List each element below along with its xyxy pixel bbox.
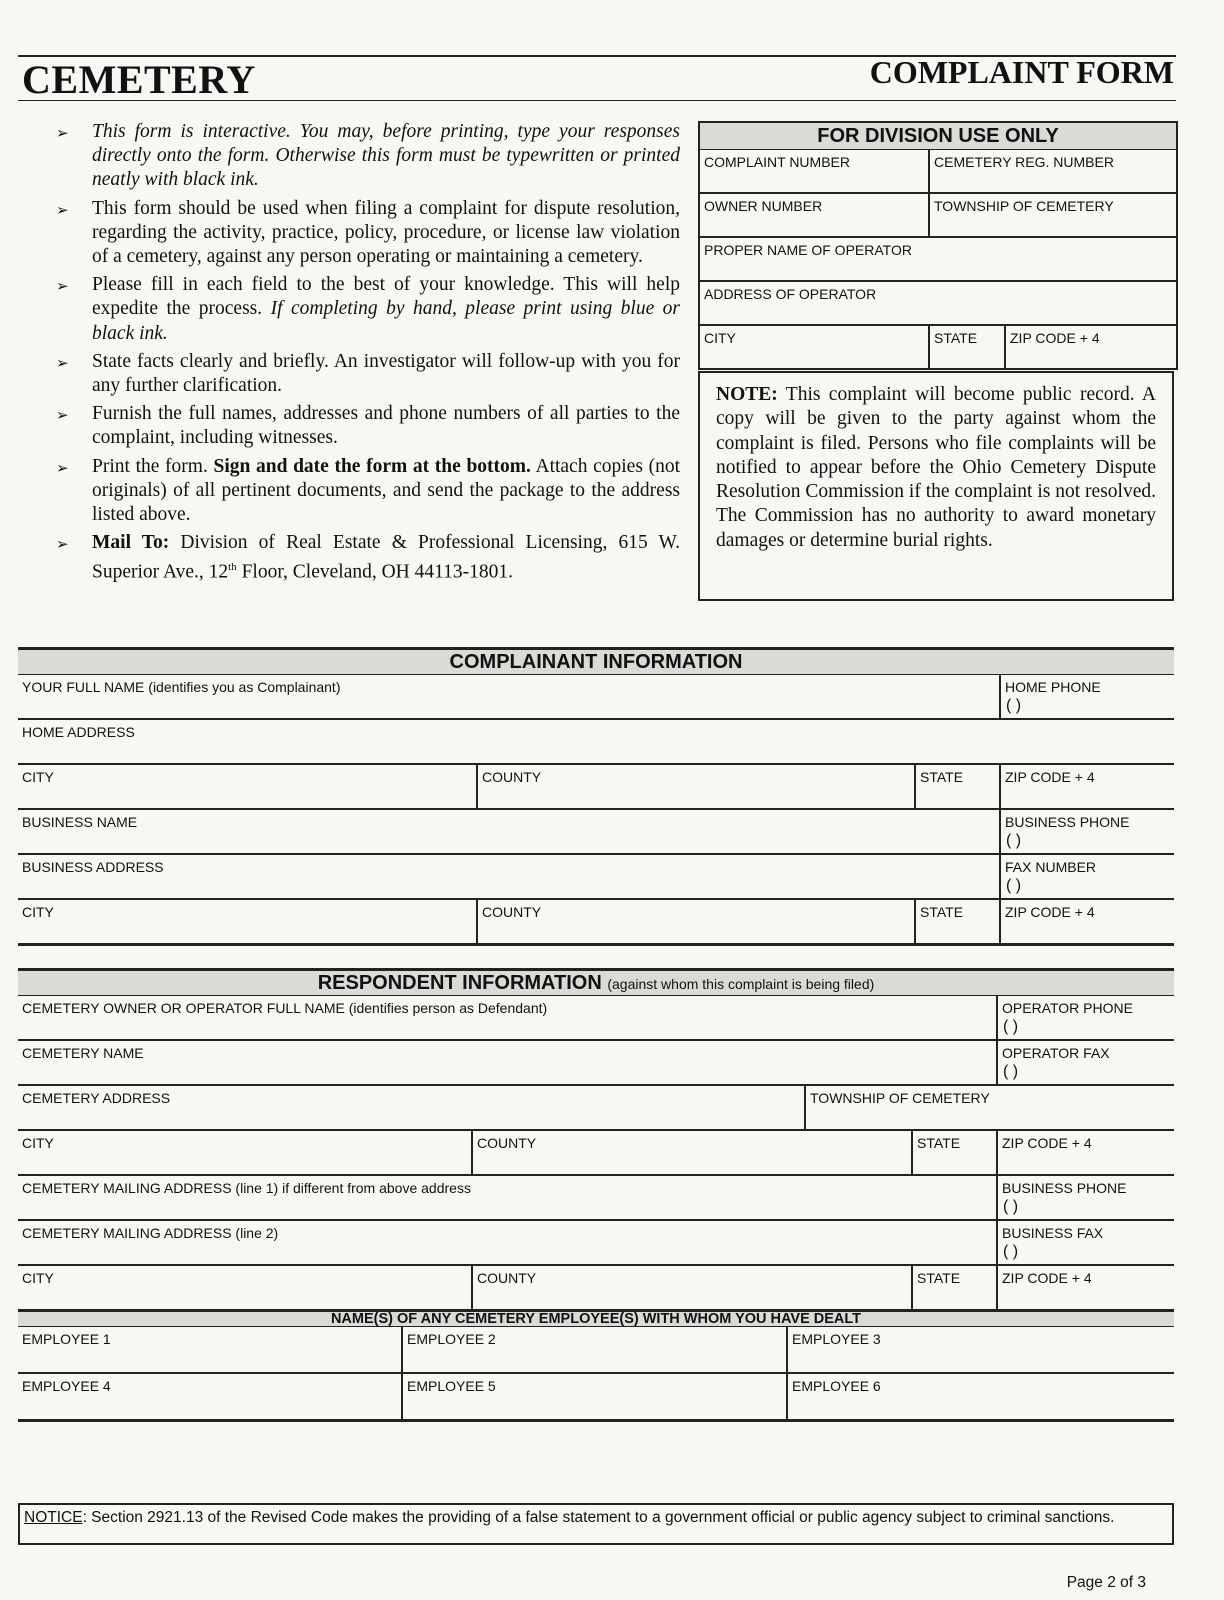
- phone-area-code: ( ): [1006, 832, 1022, 849]
- employee-3-field[interactable]: EMPLOYEE 3: [792, 1331, 881, 1347]
- employee-4-field[interactable]: EMPLOYEE 4: [18, 1374, 403, 1419]
- owner-operator-name-field[interactable]: CEMETERY OWNER OR OPERATOR FULL NAME (identifies person as Defendant): [18, 996, 998, 1039]
- phone-area-code: ( ): [1003, 1198, 1019, 1215]
- employee-5-field[interactable]: EMPLOYEE 5: [403, 1374, 788, 1419]
- note-label: NOTE:: [716, 384, 778, 405]
- respondent-zip-field[interactable]: ZIP CODE + 4: [1002, 1135, 1092, 1151]
- division-zip-field[interactable]: ZIP CODE + 4: [1010, 330, 1100, 346]
- respondent-business-fax-label: BUSINESS FAX: [1002, 1225, 1104, 1241]
- respondent-business-phone-label: BUSINESS PHONE: [1002, 1180, 1127, 1196]
- division-box-title: FOR DIVISION USE ONLY: [700, 123, 1176, 150]
- operator-phone-field[interactable]: [998, 996, 1174, 1039]
- fax-number-label: FAX NUMBER: [1005, 859, 1097, 875]
- instruction-item: ➢ State facts clearly and briefly. An investigator will follow-up with you for any further clarification.: [56, 350, 680, 397]
- business-county-field[interactable]: COUNTY: [478, 900, 916, 943]
- respondent-county-field[interactable]: COUNTY: [473, 1131, 913, 1174]
- arrow-bullet-icon: ➢: [56, 535, 69, 554]
- phone-area-code: ( ): [1006, 877, 1022, 894]
- owner-number-field[interactable]: OWNER NUMBER: [700, 194, 930, 236]
- instructions-list: [50, 120, 680, 589]
- respondent-business-fax-field[interactable]: [998, 1221, 1174, 1264]
- phone-area-code: ( ): [1003, 1063, 1019, 1080]
- complaint-number-field[interactable]: COMPLAINT NUMBER: [700, 150, 930, 192]
- fax-number-field[interactable]: [1001, 855, 1174, 898]
- cemetery-address-field[interactable]: CEMETERY ADDRESS: [18, 1086, 806, 1129]
- page-number: Page 2 of 3: [1066, 1574, 1146, 1591]
- note-box: [698, 371, 1174, 601]
- cemetery-reg-number-field[interactable]: CEMETERY REG. NUMBER: [934, 154, 1114, 170]
- arrow-bullet-icon: ➢: [56, 277, 69, 296]
- business-city-field[interactable]: CITY: [18, 900, 478, 943]
- employee-1-field[interactable]: EMPLOYEE 1: [18, 1327, 403, 1372]
- arrow-bullet-icon: ➢: [56, 353, 69, 372]
- phone-area-code: ( ): [1003, 1243, 1019, 1260]
- business-phone-field[interactable]: [1001, 810, 1174, 853]
- complainant-state-field[interactable]: STATE: [916, 765, 1001, 808]
- complainant-zip-field[interactable]: ZIP CODE + 4: [1005, 769, 1095, 785]
- business-zip-field[interactable]: ZIP CODE + 4: [1005, 904, 1095, 920]
- division-state-field[interactable]: STATE: [930, 326, 1006, 368]
- respondent-section-subtitle: (against whom this complaint is being filed): [607, 976, 875, 992]
- form-title-cemetery: CEMETERY: [22, 57, 256, 102]
- complainant-section: [18, 647, 1174, 946]
- mailing-address-line1-field[interactable]: CEMETERY MAILING ADDRESS (line 1) if different from above address: [18, 1176, 998, 1219]
- home-phone-label: HOME PHONE: [1005, 679, 1101, 695]
- instruction-item: ➢ Mail To: Division of Real Estate & Professional Licensing, 615 W. Superior Ave., 12th Floor, Cleveland, OH 44113-1801.: [56, 532, 680, 583]
- operator-fax-field[interactable]: [998, 1041, 1174, 1084]
- notice-label: NOTICE: [24, 1509, 83, 1526]
- cemetery-name-field[interactable]: CEMETERY NAME: [18, 1041, 998, 1084]
- home-phone-field[interactable]: [1001, 675, 1174, 718]
- mailing-state-field[interactable]: STATE: [913, 1266, 998, 1309]
- phone-area-code: ( ): [1003, 1018, 1019, 1035]
- employee-6-field[interactable]: EMPLOYEE 6: [792, 1378, 881, 1394]
- business-state-field[interactable]: STATE: [916, 900, 1001, 943]
- form-title-complaint-form: COMPLAINT FORM: [869, 54, 1174, 90]
- instruction-item: ➢ This form should be used when filing a complaint for dispute resolution, regarding the activity, practice, policy, procedure, or license law violation of a cemetery, against any person operating or maintaining a cemetery.: [56, 197, 680, 268]
- complainant-full-name-field[interactable]: YOUR FULL NAME (identifies you as Complainant): [18, 675, 1001, 718]
- mailing-city-field[interactable]: CITY: [18, 1266, 473, 1309]
- mailing-zip-field[interactable]: ZIP CODE + 4: [1002, 1270, 1092, 1286]
- operator-phone-label: OPERATOR PHONE: [1002, 1000, 1133, 1016]
- operator-name-field[interactable]: PROPER NAME OF OPERATOR: [704, 242, 912, 258]
- business-phone-label: BUSINESS PHONE: [1005, 814, 1130, 830]
- arrow-bullet-icon: ➢: [56, 200, 69, 219]
- respondent-township-field[interactable]: TOWNSHIP OF CEMETERY: [810, 1090, 990, 1106]
- notice-text: : Section 2921.13 of the Revised Code makes the providing of a false statement to a government official or public agency subject to criminal sanctions.: [82, 1509, 1115, 1526]
- employee-2-field[interactable]: EMPLOYEE 2: [403, 1327, 788, 1372]
- instruction-item: ➢ Furnish the full names, addresses and phone numbers of all parties to the complaint, including witnesses.: [56, 403, 680, 449]
- respondent-section: [18, 968, 1174, 1422]
- home-address-field[interactable]: HOME ADDRESS: [22, 724, 135, 740]
- arrow-bullet-icon: ➢: [56, 406, 69, 425]
- respondent-city-field[interactable]: CITY: [18, 1131, 473, 1174]
- division-use-box: [698, 121, 1178, 370]
- respondent-state-field[interactable]: STATE: [913, 1131, 998, 1174]
- complainant-city-field[interactable]: CITY: [18, 765, 478, 808]
- arrow-bullet-icon: ➢: [56, 124, 69, 142]
- phone-area-code: ( ): [1006, 697, 1022, 714]
- mailing-address-line2-field[interactable]: CEMETERY MAILING ADDRESS (line 2): [18, 1221, 998, 1264]
- operator-fax-label: OPERATOR FAX: [1002, 1045, 1110, 1061]
- arrow-bullet-icon: ➢: [56, 458, 69, 477]
- business-name-field[interactable]: BUSINESS NAME: [18, 810, 1001, 853]
- complainant-section-title: COMPLAINANT INFORMATION: [18, 650, 1174, 675]
- complainant-county-field[interactable]: COUNTY: [478, 765, 916, 808]
- mailing-county-field[interactable]: COUNTY: [473, 1266, 913, 1309]
- instruction-item: ➢ Print the form. Sign and date the form at the bottom. Attach copies (not originals) of all pertinent documents, and send the package to the address listed above.: [56, 455, 680, 526]
- operator-address-field[interactable]: ADDRESS OF OPERATOR: [704, 286, 877, 302]
- division-township-field[interactable]: TOWNSHIP OF CEMETERY: [934, 198, 1114, 214]
- employees-section-title: NAME(S) OF ANY CEMETERY EMPLOYEE(S) WITH WHOM YOU HAVE DEALT: [18, 1312, 1174, 1327]
- instruction-item: ➢ Please fill in each field to the best of your knowledge. This will help expedite the process. If completing by hand, please print using blue or black ink.: [56, 274, 681, 344]
- division-city-field[interactable]: CITY: [700, 326, 930, 368]
- respondent-section-title: RESPONDENT INFORMATION (against whom this complaint is being filed): [18, 971, 1174, 996]
- respondent-business-phone-field[interactable]: [998, 1176, 1174, 1219]
- business-address-field[interactable]: BUSINESS ADDRESS: [18, 855, 1001, 898]
- notice-box: [18, 1503, 1174, 1545]
- note-text: This complaint will become public record. A copy will be given to the party against whom the complaint is filed. Persons who file complaints will be notified to appear before the Ohio Cemetery Dispute Resolution Commission if the complaint is not resolved. The Commission has no authority to award monetary damages or determine burial rights.: [716, 384, 1156, 551]
- header-bottom-rule: [18, 100, 1176, 101]
- instruction-item: ➢ This form is interactive. You may, before printing, type your responses directly onto the form. Otherwise this form must be typewritten or printed neatly with black ink.: [56, 121, 680, 191]
